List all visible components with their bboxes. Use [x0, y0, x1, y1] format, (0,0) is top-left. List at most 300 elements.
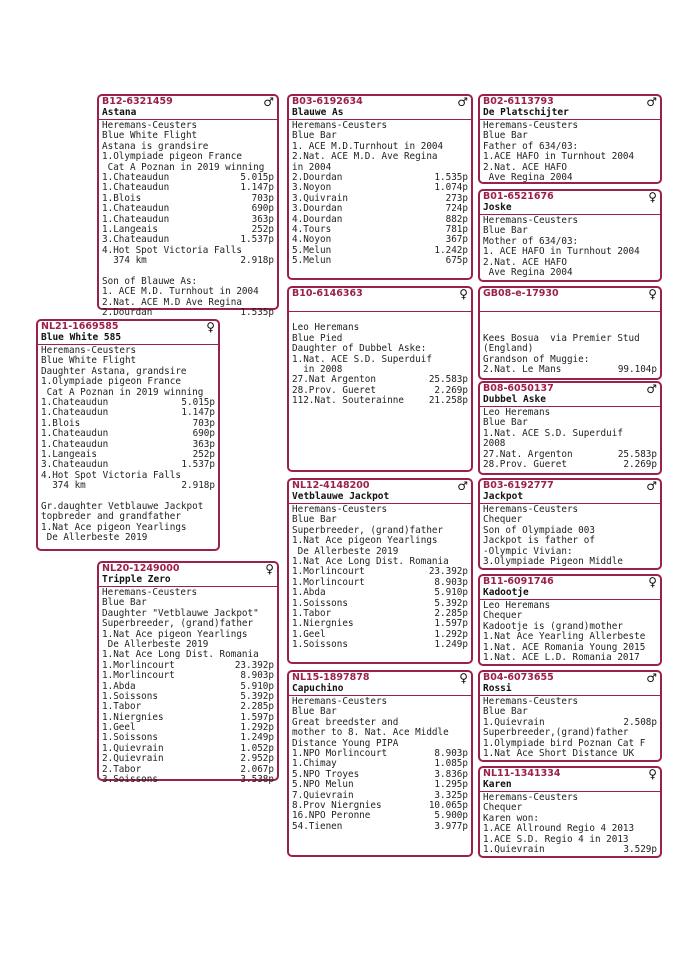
- line-text: 1.Nat. ACE S.D. Superduif: [292, 353, 432, 365]
- pigeon-name: Tripple Zero: [102, 574, 171, 585]
- line-text: 4.Hot Spot Victoria Falls: [41, 469, 181, 481]
- ring-number: B04-6073655: [483, 672, 554, 683]
- pigeon-name: Blue White 585: [41, 332, 122, 343]
- line-value: 1.597p: [434, 618, 468, 630]
- card-body: [99, 120, 277, 318]
- line-text: 3.Chateaudun: [41, 459, 109, 471]
- line-text: 7.Quievrain: [292, 789, 354, 801]
- result-line: [292, 822, 468, 832]
- line-text: 1.Chateaudun: [102, 171, 170, 183]
- line-text: 1.Tabor: [102, 701, 142, 713]
- line-value: 3.325p: [434, 789, 468, 801]
- line-text: 1.Morlincourt: [292, 576, 365, 588]
- pigeon-name: Dubbel Aske: [483, 394, 546, 405]
- line-value: 1.597p: [240, 711, 274, 723]
- line-text: in 2004: [292, 161, 332, 173]
- line-text: 28.Prov. Gueret: [292, 384, 376, 396]
- line-text: 1.Nat Ace pigeon Yearlings: [41, 521, 187, 533]
- line-value: 5.015p: [181, 396, 215, 408]
- line-text: Father of 634/03:: [483, 140, 579, 152]
- ring-number: B11-6091746: [483, 576, 554, 587]
- card-header: [480, 96, 660, 120]
- line-value: 25.583p: [428, 374, 468, 386]
- pigeon-card: [97, 94, 279, 319]
- result-line: [102, 775, 274, 785]
- line-value: 1.535p: [434, 171, 468, 183]
- pigeon-card: [97, 561, 279, 786]
- card-body: [480, 215, 660, 278]
- line-value: 781p: [445, 223, 468, 235]
- pigeon-name: Joske: [483, 202, 512, 213]
- line-text: Distance Young PIPA: [292, 737, 399, 749]
- result-line: [292, 256, 468, 266]
- line-text: Leo Heremans: [483, 407, 551, 418]
- line-text: Superbreeder,(grand)father: [483, 727, 629, 739]
- line-text: 27.Nat Argenton: [292, 374, 376, 386]
- result-line: [292, 780, 468, 790]
- line-text: 1.Nat Ace pigeon Yearlings: [102, 628, 248, 640]
- line-text: 1.Tabor: [292, 607, 332, 619]
- line-text: 1.Soissons: [102, 690, 158, 702]
- card-header: [480, 383, 660, 407]
- line-text: Superbreeder, (grand)father: [292, 524, 444, 536]
- line-text: 3.Soissons: [102, 774, 158, 786]
- result-line: [41, 481, 215, 491]
- line-value: 2.269p: [434, 384, 468, 396]
- pigeon-card: [478, 574, 662, 666]
- line-text: 1.Langeais: [102, 223, 158, 235]
- line-text: 374 km: [41, 480, 86, 492]
- line-value: 724p: [445, 203, 468, 215]
- pigeon-card: [287, 478, 473, 664]
- line-value: 3.529p: [623, 843, 657, 855]
- male-symbol-icon: ♂: [457, 479, 468, 493]
- result-line: [483, 173, 657, 183]
- line-text: 1.Niergnies: [292, 618, 354, 630]
- line-value: 3.977p: [434, 820, 468, 832]
- line-text: 1.NPO Morlincourt: [292, 747, 388, 759]
- ring-number: NL20-1249000: [102, 563, 180, 574]
- pigeon-card: [287, 286, 473, 472]
- result-line: [292, 640, 468, 650]
- ring-number: GB08-e-17930: [483, 288, 559, 299]
- line-text: Jackpot is father of: [483, 535, 595, 547]
- ring-number: NL11-1341334: [483, 768, 561, 779]
- result-line: [292, 588, 468, 598]
- female-symbol-icon: ♀: [648, 287, 657, 301]
- line-text: 16.NPO Peronne: [292, 810, 371, 822]
- ring-number: NL21-1669585: [41, 321, 119, 332]
- ring-number: B12-6321459: [102, 96, 173, 107]
- result-line: [41, 429, 215, 439]
- line-text: Mother of 634/03:: [483, 235, 579, 247]
- result-line: [102, 204, 274, 214]
- line-text: Daughter "Vetblauwe Jackpot": [102, 607, 259, 619]
- line-text: Heremans-Ceusters: [483, 696, 579, 707]
- line-value: 5.910p: [434, 587, 468, 599]
- result-line: [102, 256, 274, 266]
- line-text: 5.Melun: [292, 244, 332, 256]
- card-body: [480, 504, 660, 567]
- line-value: 2.067p: [240, 763, 274, 775]
- line-text: 112.Nat. Souterainne: [292, 395, 404, 407]
- line-text: 1.Nat Ace Long Dist. Romania: [102, 649, 259, 661]
- line-value: 21.258p: [428, 395, 468, 407]
- line-text: 374 km: [102, 255, 147, 267]
- line-text: 1.Quievrain: [483, 716, 545, 728]
- result-line: [102, 671, 274, 681]
- line-value: 1.074p: [434, 182, 468, 194]
- male-symbol-icon: ♂: [646, 671, 657, 685]
- card-header: [289, 288, 471, 312]
- line-text: Grandson of Muggie:: [483, 353, 590, 365]
- line-text: 1.Geel: [102, 722, 136, 734]
- line-text: 1.ACE S.D. Regio 4 in 2013: [483, 833, 629, 845]
- line-text: 3.Olympiade Pigeon Middle: [483, 555, 623, 567]
- male-symbol-icon: ♂: [263, 95, 274, 109]
- ring-number: NL15-1897878: [292, 672, 370, 683]
- line-value: 25.583p: [617, 448, 657, 460]
- line-text: 1.Chateaudun: [41, 428, 109, 440]
- line-text: 2.Quievrain: [102, 753, 164, 765]
- line-value: 2.952p: [240, 753, 274, 765]
- result-line: [483, 557, 657, 567]
- line-text: 1.ACE Allround Regio 4 2013: [483, 823, 635, 835]
- line-text: 1.Chateaudun: [41, 396, 109, 408]
- line-value: 5.392p: [240, 690, 274, 702]
- card-header: [480, 576, 660, 600]
- line-text: 3.Dourdan: [292, 203, 343, 215]
- line-text: Heremans-Ceusters: [102, 587, 198, 598]
- card-header: [480, 672, 660, 696]
- line-text: De Allerbeste 2019: [41, 532, 148, 544]
- pigeon-card: [478, 94, 662, 184]
- line-value: 23.392p: [234, 659, 274, 671]
- line-text: 54.Tienen: [292, 820, 343, 832]
- pigeon-card: [478, 478, 662, 570]
- card-header: [480, 480, 660, 504]
- line-text: 1.Chimay: [292, 758, 337, 770]
- pigeon-card: [478, 670, 662, 762]
- female-symbol-icon: ♀: [459, 287, 468, 301]
- card-body: [480, 407, 660, 470]
- card-body: [99, 587, 277, 785]
- line-text: mother to 8. Nat. Ace Middle: [292, 727, 449, 739]
- card-body: [289, 696, 471, 832]
- result-line: [102, 308, 274, 318]
- line-text: 1. ACE HAFO in Turnhout 2004: [483, 246, 640, 258]
- card-body: [480, 120, 660, 183]
- line-text: 1.Quievrain: [102, 742, 164, 754]
- line-value: 1.292p: [240, 722, 274, 734]
- line-value: 1.147p: [240, 182, 274, 194]
- line-value: 690p: [251, 203, 274, 215]
- line-text: Blue White Flight: [41, 355, 137, 367]
- line-text: -Olympic Vivian:: [483, 545, 573, 557]
- line-value: 675p: [445, 255, 468, 267]
- line-text: 1. ACE M.D. Turnhout in 2004: [102, 286, 259, 298]
- card-body: [480, 600, 660, 663]
- line-text: 1.Soissons: [292, 639, 348, 651]
- line-text: Daughter Astana, grandsire: [41, 365, 187, 377]
- line-value: 2.285p: [434, 607, 468, 619]
- pigeon-name: Karen: [483, 779, 512, 790]
- line-text: 1.Nat. ACE Romania Young 2015: [483, 641, 646, 653]
- line-text: 3.Chateaudun: [102, 234, 170, 246]
- result-line: [483, 845, 657, 855]
- line-text: 1.Nat Ace Short Distance UK: [483, 747, 635, 759]
- line-text: Blue White Flight: [102, 130, 198, 142]
- line-text: 1.Soissons: [292, 597, 348, 609]
- line-value: 8.903p: [434, 576, 468, 588]
- male-symbol-icon: ♂: [646, 479, 657, 493]
- male-symbol-icon: ♂: [646, 95, 657, 109]
- result-line: [483, 429, 657, 439]
- line-value: 2.918p: [240, 255, 274, 267]
- line-text: Blue Bar: [292, 514, 337, 526]
- line-value: 252p: [251, 223, 274, 235]
- line-value: 882p: [445, 213, 468, 225]
- line-text: 1.Olympiade pigeon France: [41, 376, 181, 388]
- line-text: Heremans-Ceusters: [292, 504, 388, 515]
- line-value: 3.836p: [434, 768, 468, 780]
- line-text: De Allerbeste 2019: [102, 638, 209, 650]
- line-value: 3.538p: [240, 774, 274, 786]
- line-text: 3.Quivrain: [292, 192, 348, 204]
- line-text: 1.Olympiade bird Poznan Cat F: [483, 737, 646, 749]
- line-text: Heremans-Ceusters: [292, 696, 388, 707]
- line-text: 4.Hot Spot Victoria Falls: [102, 244, 242, 256]
- line-text: 1.Geel: [292, 628, 326, 640]
- card-header: [289, 672, 471, 696]
- card-header: [99, 563, 277, 587]
- line-text: topbreder and grandfather: [41, 511, 181, 523]
- line-text: 5.Melun: [292, 255, 332, 267]
- pigeon-card: [478, 766, 662, 858]
- card-body: [480, 312, 660, 375]
- line-text: 1.Abda: [102, 680, 136, 692]
- line-text: Superbreeder, (grand)father: [102, 618, 254, 630]
- ring-number: B03-6192634: [292, 96, 363, 107]
- pigeon-name: Blauwe As: [292, 107, 344, 118]
- pigeon-card: [478, 286, 662, 380]
- result-line: [483, 460, 657, 470]
- card-header: [99, 96, 277, 120]
- line-text: 1.Chateaudun: [102, 203, 170, 215]
- line-value: 1.292p: [434, 628, 468, 640]
- line-text: Gr.daughter Vetblauwe Jackpot: [41, 500, 204, 512]
- line-value: 10.065p: [428, 799, 468, 811]
- line-value: 1.147p: [181, 407, 215, 419]
- line-value: 367p: [445, 234, 468, 246]
- pigeon-name: Vetblauwe Jackpot: [292, 491, 390, 502]
- ring-number: B08-6050137: [483, 383, 554, 394]
- pigeon-card: [287, 670, 473, 857]
- result-line: [483, 268, 657, 278]
- line-text: Blue Bar: [483, 225, 528, 237]
- line-value: 99.104p: [617, 363, 657, 375]
- line-text: Heremans-Ceusters: [483, 792, 579, 803]
- line-value: 2.918p: [181, 480, 215, 492]
- line-text: 1.Abda: [292, 587, 326, 599]
- line-value: 1.295p: [434, 779, 468, 791]
- line-value: 690p: [192, 428, 215, 440]
- pigeon-name: Jackpot: [483, 491, 524, 502]
- line-text: 2.Nat. ACE HAFO: [483, 256, 567, 268]
- line-text: 28.Prov. Gueret: [483, 458, 567, 470]
- male-symbol-icon: ♂: [646, 382, 657, 396]
- line-text: (England): [483, 343, 534, 355]
- line-text: Chequer: [483, 802, 523, 814]
- pigeon-name: Capuchino: [292, 683, 344, 694]
- line-value: 2.508p: [623, 716, 657, 728]
- card-header: [38, 321, 218, 345]
- pigeon-name: De Platschijter: [483, 107, 569, 118]
- line-text: 2.Nat. ACE HAFO: [483, 161, 567, 173]
- line-value: 1.085p: [434, 758, 468, 770]
- line-text: Heremans-Ceusters: [41, 345, 137, 356]
- line-text: 1.ACE HAFO in Turnhout 2004: [483, 151, 635, 163]
- line-text: Ave Regina 2004: [483, 171, 573, 183]
- line-text: Kees Bosua via Premier Stud: [483, 332, 640, 344]
- line-text: Karen won:: [483, 812, 539, 824]
- line-text: 5.NPO Troyes: [292, 768, 360, 780]
- line-text: 2.Nat. Le Mans: [483, 363, 562, 375]
- line-text: 27.Nat. Argenton: [483, 448, 573, 460]
- result-line: [483, 313, 657, 323]
- line-text: Heremans-Ceusters: [483, 215, 579, 226]
- line-text: Daughter of Dubbel Aske:: [292, 343, 427, 355]
- line-value: 8.903p: [434, 747, 468, 759]
- line-text: 1.Morlincourt: [102, 670, 175, 682]
- result-line: [483, 749, 657, 759]
- line-text: 4.Noyon: [292, 234, 332, 246]
- line-text: Blue Bar: [102, 597, 147, 609]
- line-text: 4.Tours: [292, 223, 332, 235]
- line-value: 703p: [251, 192, 274, 204]
- line-text: 1.Morlincourt: [102, 659, 175, 671]
- female-symbol-icon: ♀: [648, 190, 657, 204]
- line-text: 1.Morlincourt: [292, 566, 365, 578]
- line-value: 5.015p: [240, 171, 274, 183]
- female-symbol-icon: ♀: [648, 575, 657, 589]
- line-text: 2.Dourdan: [102, 307, 153, 319]
- line-value: 5.900p: [434, 810, 468, 822]
- line-value: 5.910p: [240, 680, 274, 692]
- line-text: 1.Nat Ace Long Dist. Romania: [292, 555, 449, 567]
- line-text: 1.Blois: [41, 417, 81, 429]
- result-line: [483, 439, 657, 449]
- line-text: 2.Tabor: [102, 763, 142, 775]
- line-value: 1.535p: [240, 307, 274, 319]
- line-text: 1.Nat Ace Yearling Allerbeste: [483, 631, 646, 643]
- line-text: 5.NPO Melun: [292, 779, 354, 791]
- result-line: [292, 204, 468, 214]
- line-text: Astana is grandsire: [102, 140, 209, 152]
- pigeon-name: Rossi: [483, 683, 512, 694]
- ring-number: B10-6146363: [292, 288, 363, 299]
- line-text: 1.Quievrain: [483, 843, 545, 855]
- pigeon-card: [36, 319, 220, 551]
- line-text: Blue Bar: [483, 706, 528, 718]
- line-text: Blue Bar: [292, 706, 337, 718]
- line-text: 8.Prov Niergnies: [292, 799, 382, 811]
- line-text: Blue Bar: [483, 417, 528, 429]
- line-text: Cat A Poznan in 2019 winning: [41, 386, 204, 398]
- line-value: 1.537p: [181, 459, 215, 471]
- line-text: 2008: [483, 438, 506, 450]
- line-text: Heremans-Ceusters: [102, 120, 198, 131]
- line-text: Great breedster and: [292, 716, 399, 728]
- line-value: 1.537p: [240, 234, 274, 246]
- line-text: 1.Chateaudun: [41, 407, 109, 419]
- line-value: 8.903p: [240, 670, 274, 682]
- ring-number: NL12-4148200: [292, 480, 370, 491]
- line-text: 1.Blois: [102, 192, 142, 204]
- female-symbol-icon: ♀: [265, 562, 274, 576]
- pigeon-name: Astana: [102, 107, 137, 118]
- line-text: 1.Chateaudun: [102, 182, 170, 194]
- card-header: [289, 480, 471, 504]
- line-value: 363p: [192, 438, 215, 450]
- result-line: [292, 396, 468, 406]
- result-line: [41, 533, 215, 543]
- card-body: [38, 345, 218, 543]
- line-text: 1.Soissons: [102, 732, 158, 744]
- card-body: [480, 792, 660, 855]
- card-header: [480, 288, 660, 312]
- line-value: 703p: [192, 417, 215, 429]
- line-value: 252p: [192, 448, 215, 460]
- line-text: Leo Heremans: [292, 322, 360, 334]
- line-text: Blue Bar: [483, 130, 528, 142]
- line-value: 23.392p: [428, 566, 468, 578]
- pigeon-name: Kadootje: [483, 587, 529, 598]
- line-text: 1.Chateaudun: [41, 438, 109, 450]
- line-text: 2.Nat. ACE M.D. Ave Regina: [292, 151, 438, 163]
- line-text: 1.Nat. ACE L.D. Romania 2017: [483, 651, 640, 663]
- line-text: 2.Nat. ACE M.D Ave Regina: [102, 296, 242, 308]
- female-symbol-icon: ♀: [459, 671, 468, 685]
- line-text: Chequer: [483, 610, 523, 622]
- line-value: 273p: [445, 192, 468, 204]
- line-text: 1.Nat Ace pigeon Yearlings: [292, 535, 438, 547]
- ring-number: B02-6113793: [483, 96, 554, 107]
- line-text: 1.Nat. ACE S.D. Superduif: [483, 427, 623, 439]
- ring-number: B03-6192777: [483, 480, 554, 491]
- card-body: [289, 504, 471, 650]
- line-text: Ave Regina 2004: [483, 266, 573, 278]
- line-value: 363p: [251, 213, 274, 225]
- pigeon-card: [287, 94, 473, 280]
- pigeon-card: [478, 189, 662, 282]
- line-text: Heremans-Ceusters: [483, 504, 579, 515]
- line-value: 5.392p: [434, 597, 468, 609]
- line-text: in 2008: [292, 363, 343, 375]
- line-text: Heremans-Ceusters: [483, 120, 579, 131]
- male-symbol-icon: ♂: [457, 95, 468, 109]
- card-body: [289, 120, 471, 266]
- line-value: 1.249p: [434, 639, 468, 651]
- line-text: 2.Dourdan: [292, 171, 343, 183]
- card-header: [480, 768, 660, 792]
- line-text: Son of Blauwe As:: [102, 275, 198, 287]
- line-text: 1. ACE M.D.Turnhout in 2004: [292, 140, 444, 152]
- line-text: 1.Olympiade pigeon France: [102, 151, 242, 163]
- line-text: Leo Heremans: [483, 600, 551, 611]
- line-text: Kadootje is (grand)mother: [483, 620, 623, 632]
- line-value: 2.269p: [623, 458, 657, 470]
